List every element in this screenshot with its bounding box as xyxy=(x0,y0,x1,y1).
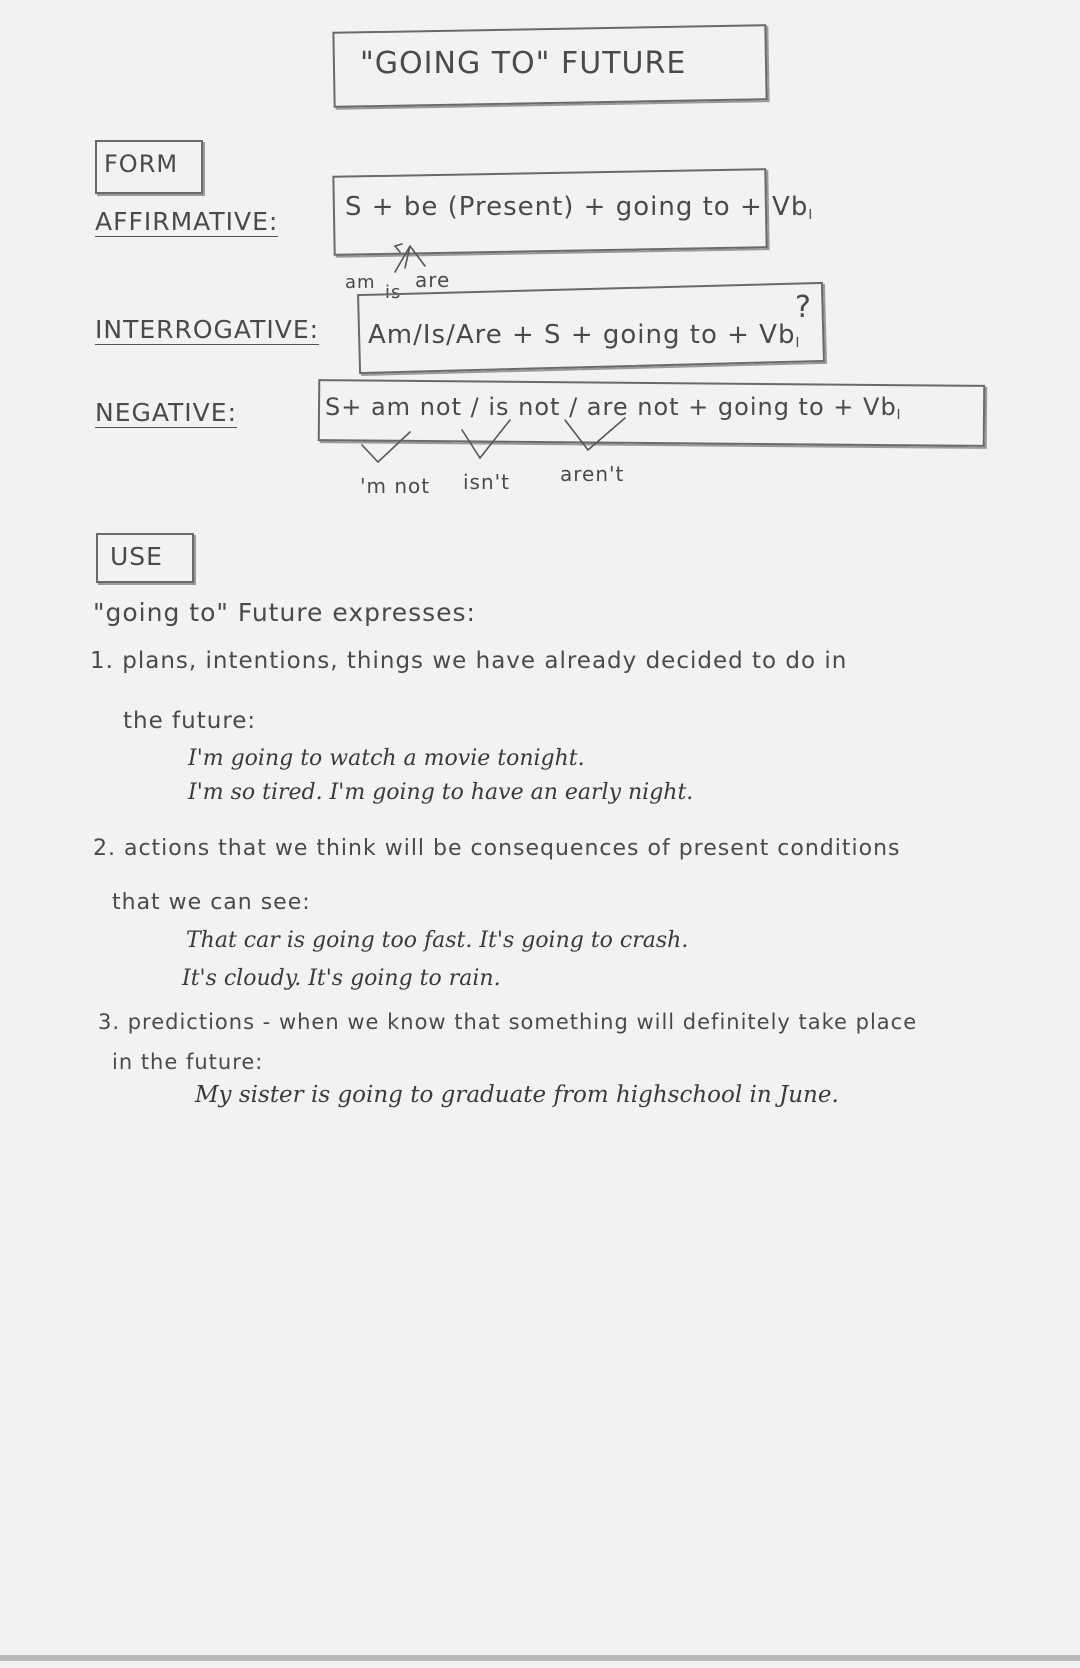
use-point-1-example-1: I'm going to watch a movie tonight. xyxy=(188,746,585,771)
be-form-am: am xyxy=(345,272,376,293)
negative-formula-text: S+ am not / is not / are not + going to + Vb xyxy=(325,393,897,421)
use-point-3-example-1: My sister is going to graduate from highschool in June. xyxy=(195,1082,839,1108)
negative-formula-sub: I xyxy=(896,408,902,423)
use-point-3-line1: 3. predictions - when we know that something will definitely take place xyxy=(98,1010,918,1034)
use-point-2-line2: that we can see: xyxy=(112,890,311,915)
page-bottom-edge xyxy=(0,1655,1080,1661)
use-point-2-line1: 2. actions that we think will be consequences of present conditions xyxy=(93,836,901,861)
contraction-isnt: isn't xyxy=(463,470,510,494)
form-heading: FORM xyxy=(104,150,179,178)
affirmative-formula-sub: I xyxy=(808,208,814,223)
be-form-are: are xyxy=(415,268,451,292)
use-point-3-line2: in the future: xyxy=(112,1050,264,1074)
contraction-arent: aren't xyxy=(560,462,625,486)
use-point-2-example-1: That car is going too fast. It's going to crash. xyxy=(186,928,689,953)
affirmative-formula-text: S + be (Present) + going to + Vb xyxy=(345,192,809,222)
page-title: "GOING TO" FUTURE xyxy=(360,46,687,81)
negative-label: NEGATIVE: xyxy=(95,398,237,427)
use-point-1-example-2: I'm so tired. I'm going to have an early night. xyxy=(188,780,694,805)
use-point-1-line1: 1. plans, intentions, things we have already decided to do in xyxy=(90,648,848,674)
use-intro: "going to" Future expresses: xyxy=(93,598,476,627)
affirmative-label: AFFIRMATIVE: xyxy=(95,207,279,236)
contraction-m-not: 'm not xyxy=(360,474,431,498)
use-point-2-example-2: It's cloudy. It's going to rain. xyxy=(182,966,501,991)
use-point-1-line2: the future: xyxy=(123,708,257,734)
interrogative-label: INTERROGATIVE: xyxy=(95,315,320,344)
interrogative-formula-text: Am/Is/Are + S + going to + Vb xyxy=(368,320,796,350)
interrogative-formula-sub: I xyxy=(795,336,801,351)
use-heading: USE xyxy=(110,542,163,571)
be-form-is: is xyxy=(385,282,402,303)
interrogative-question-mark: ? xyxy=(795,290,812,325)
